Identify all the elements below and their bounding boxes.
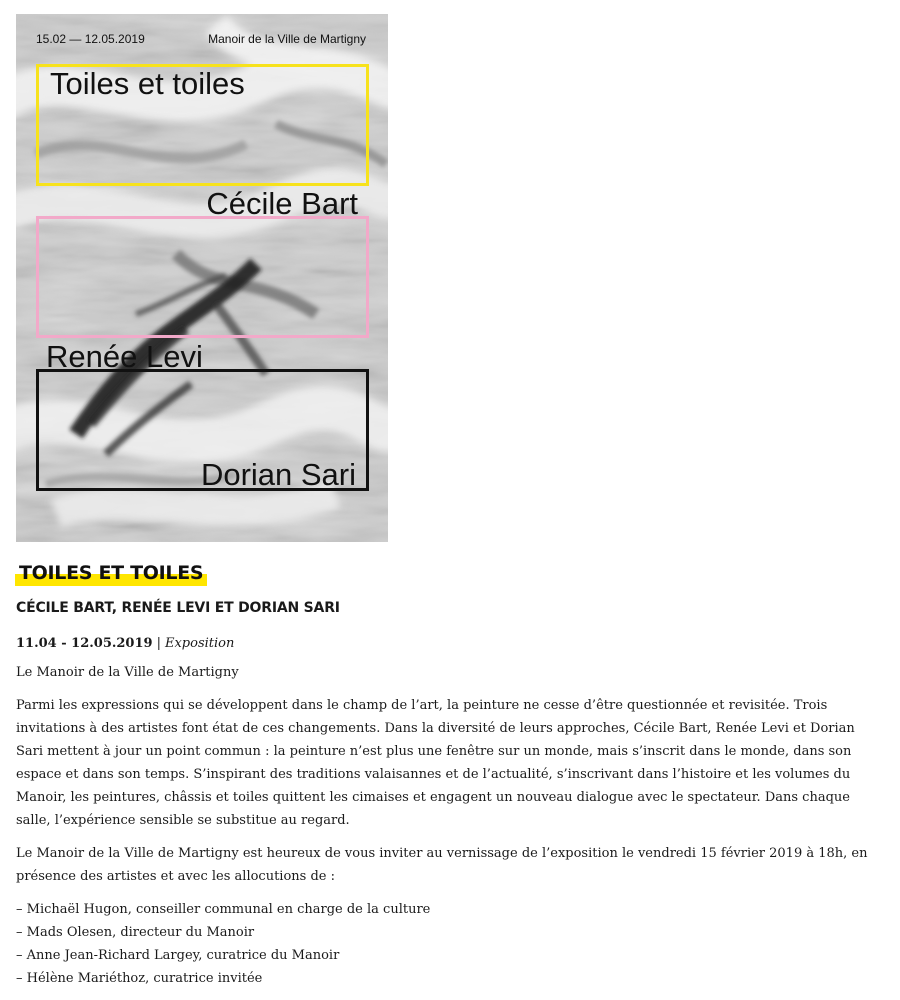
article-meta — [16, 636, 882, 651]
list-item: – Anne Jean-Richard Largey, curatrice du Manoir — [16, 948, 340, 963]
article-subtitle: CÉCILE BART, RENÉE LEVI ET DORIAN SARI — [16, 600, 340, 616]
invitation-paragraph: Le Manoir de la Ville de Martigny est heureux de vous inviter au vernissage de l’exposition le vendredi 15 février 2019 à 18h, en présence des artistes et avec les allocutions de : — [16, 846, 868, 884]
article-title: TOILES ET TOILES — [19, 562, 204, 584]
poster-artist-sari: Dorian Sari — [200, 457, 356, 492]
exhibition-poster — [16, 14, 388, 542]
poster-dates: 15.02 — 12.05.2019 — [36, 32, 145, 46]
event-type: Exposition — [164, 636, 235, 651]
event-date: 11.04 - 12.05.2019 — [16, 636, 153, 651]
list-item: – Mads Olesen, directeur du Manoir — [16, 925, 255, 940]
poster-title: Toiles et toiles — [50, 66, 245, 101]
intro-paragraph: Parmi les expressions qui se développent dans le champ de l’art, la peinture ne cesse d’être questionnée et revisitée. Trois invitations à des artistes font état de ces changements. Dans la diversité de leurs approches, Cécile Bart, Renée Levi et Dorian Sari mettent à jour un point commun : la peinture n’est plus une fenêtre sur un monde, mais s’inscrit dans le monde, dans son espace et dans son temps. S’inspirant des traditions valaisannes et de l’actualité, s’inscrivant dans l’histoire et les volumes du Manoir, les peintures, châssis et toiles quittent les cimaises et engagent un nouveau dialogue avec le spectateur. Dans chaque salle, l’expérience sensible se substitue au regard. — [16, 698, 855, 828]
list-item: – Hélène Mariéthoz, curatrice invitée — [16, 971, 263, 986]
meta-separator: | — [156, 636, 161, 651]
pink-frame — [36, 216, 369, 338]
speakers-list — [16, 898, 882, 990]
poster-artist-levi: Renée Levi — [46, 339, 203, 374]
list-item: – Michaël Hugon, conseiller communal en charge de la culture — [16, 902, 431, 917]
poster-venue: Manoir de la Ville de Martigny — [208, 32, 366, 46]
event-venue: Le Manoir de la Ville de Martigny — [16, 665, 239, 680]
article — [16, 560, 882, 990]
poster-artist-bart: Cécile Bart — [206, 186, 358, 221]
article-title-wrap — [19, 560, 203, 586]
